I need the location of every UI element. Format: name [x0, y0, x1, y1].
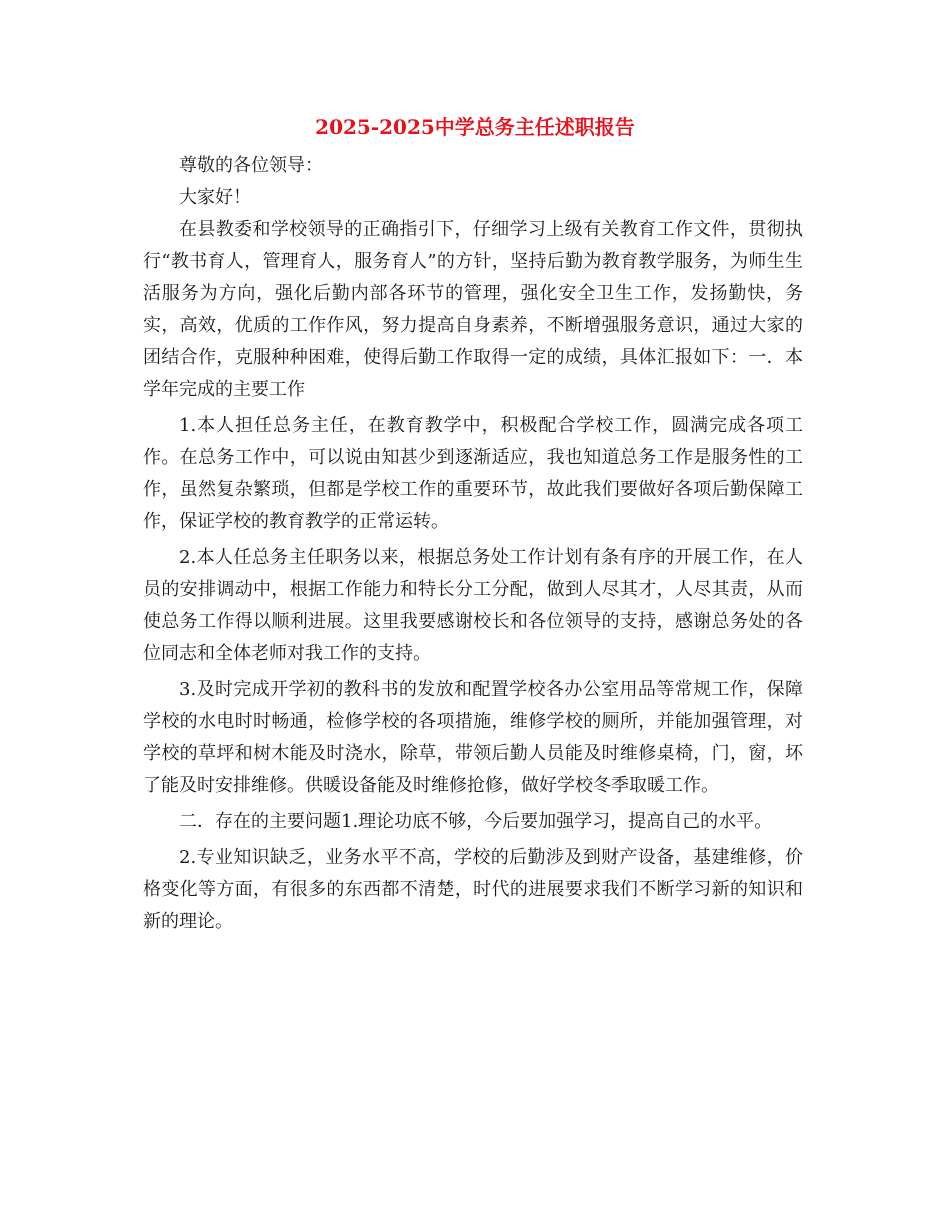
- salutation: 尊敬的各位领导：: [179, 155, 323, 176]
- work-item-2: 2.本人任总务主任职务以来，根据总务处工作计划有条有序的开展工作，在人员的安排调动中，根据工作能力和特长分工分配，做到人尽其才，人尽其责，从而使总务工作得以顺利进展。这里我要感谢校长和各位领导的支持，感谢总务处的各位同志和全体老师对我工作的支持。: [143, 547, 803, 664]
- problem-item-2: 2.专业知识缺乏，业务水平不高，学校的后勤涉及到财产设备，基建维修，价格变化等方面，有很多的东西都不清楚，时代的进展要求我们不断学习新的知识和新的理论。: [143, 847, 803, 932]
- greeting: 大家好！: [179, 187, 251, 208]
- work-item-3: 3.及时完成开学初的教科书的发放和配置学校各办公室用品等常规工作，保障学校的水电时时畅通，检修学校的各项措施，维修学校的厕所，并能加强管理，对学校的草坪和树木能及时浇水，除草，带领后勤人员能及时维修桌椅，门，窗，坏了能及时安排维修。供暖设备能及时维修抢修，做好学校冬季取暖工作。: [143, 679, 803, 796]
- work-item-1: 1.本人担任总务主任，在教育教学中，积极配合学校工作，圆满完成各项工作。在总务工作中，可以说由知甚少到逐渐适应，我也知道总务工作是服务性的工作，虽然复杂繁琐，但都是学校工作的重要环节，故此我们要做好各项后勤保障工作，保证学校的教育教学的正常运转。: [143, 415, 803, 532]
- problems-section: 二．存在的主要问题1.理论功底不够，今后要加强学习，提高自己的水平。: [179, 811, 773, 832]
- intro-paragraph: 在县教委和学校领导的正确指引下，仔细学习上级有关教育工作文件，贯彻执行“教书育人，管理育人，服务育人”的方针，坚持后勤为教育教学服务，为师生生活服务为方向，强化后勤内部各环节的管理，强化安全卫生工作，发扬勤快，务实，高效，优质的工作作风，努力提高自身素养，不断增强服务意识，通过大家的团结合作，克服种种困难，使得后勤工作取得一定的成绩，具体汇报如下：一．本学年完成的主要工作: [143, 219, 803, 400]
- document-body: [143, 150, 803, 938]
- document-title: 2025-2025中学总务主任述职报告: [315, 115, 635, 139]
